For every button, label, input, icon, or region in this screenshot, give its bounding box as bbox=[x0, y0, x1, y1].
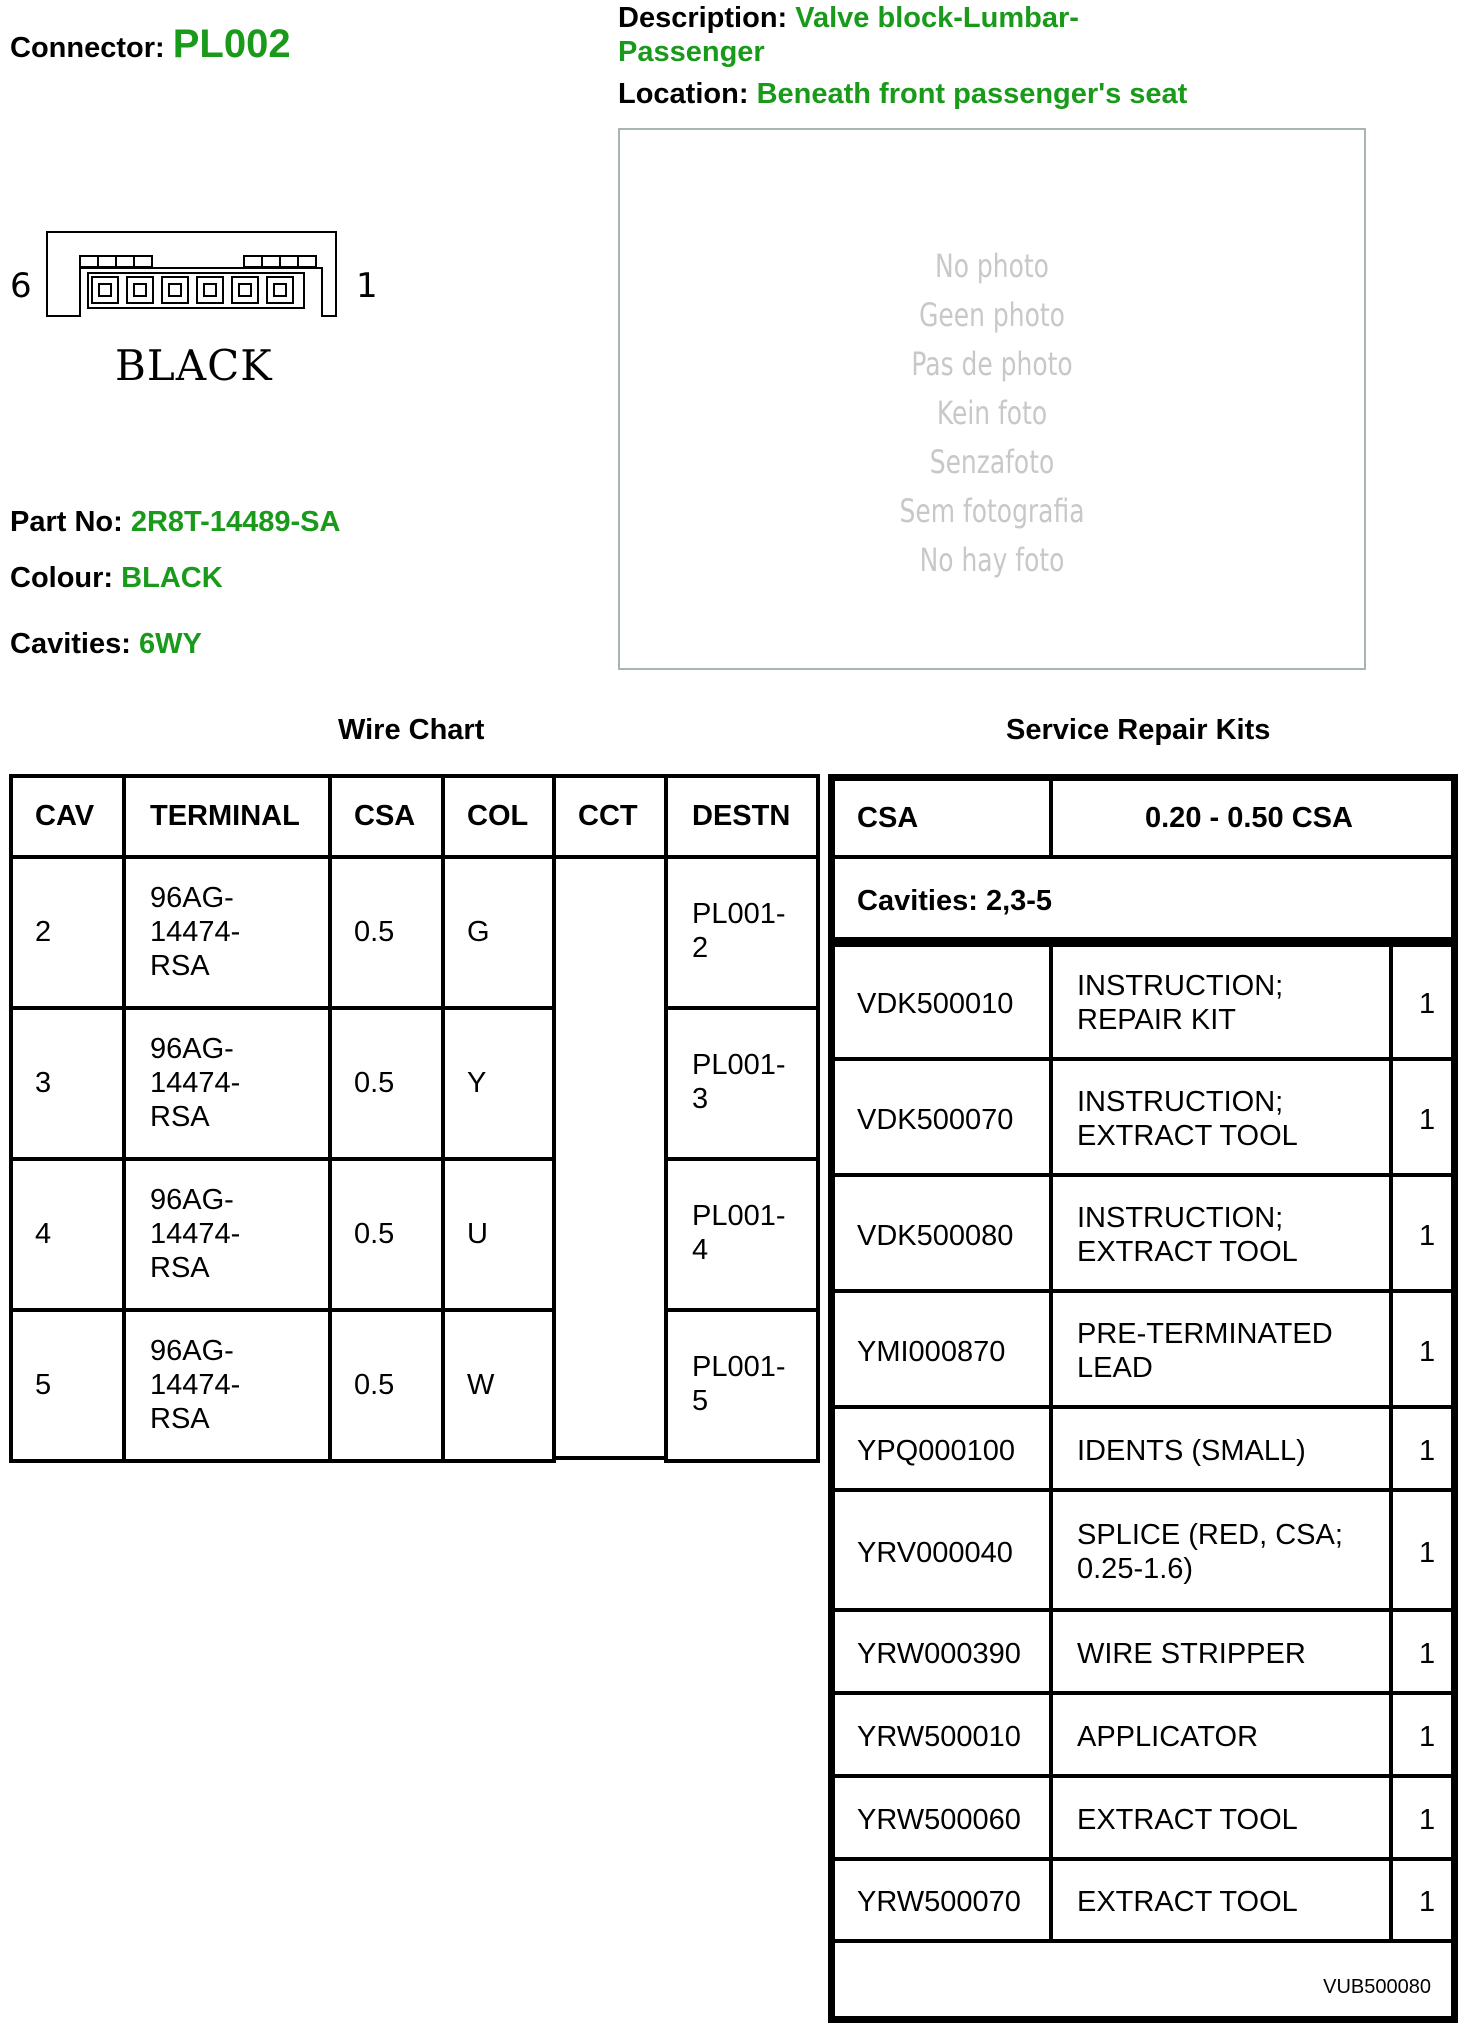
kit-code: VDK500010 bbox=[857, 988, 1014, 1020]
wire-chart-title: Wire Chart bbox=[338, 714, 485, 746]
drawing-colour-text: BLACK bbox=[115, 341, 273, 390]
kit-footer-cell bbox=[831, 1939, 1455, 2020]
kit-qty: 1 bbox=[1419, 1804, 1436, 1836]
terminal-value: 96AG- 14474- RSA bbox=[150, 1184, 241, 1284]
header-cav-cell bbox=[9, 774, 126, 859]
cav-value: 5 bbox=[35, 1369, 52, 1401]
header-cct-cell bbox=[552, 774, 668, 859]
kit-qty-cell bbox=[1389, 1774, 1455, 1861]
destn-value: PL001- 4 bbox=[692, 1200, 786, 1266]
cav-value: 3 bbox=[35, 1067, 52, 1099]
table-row-col bbox=[441, 855, 556, 1010]
description-row bbox=[618, 2, 1079, 35]
kit-qty-cell bbox=[1389, 1608, 1455, 1695]
kit-desc: EXTRACT TOOL bbox=[1077, 1886, 1298, 1918]
kit-code-cell bbox=[831, 1057, 1053, 1177]
table-row-terminal bbox=[122, 855, 332, 1010]
kit-desc-cell bbox=[1049, 1488, 1393, 1612]
kit-csa-value-cell bbox=[1049, 777, 1455, 859]
kit-desc: INSTRUCTION; EXTRACT TOOL bbox=[1077, 1086, 1298, 1152]
header-terminal: TERMINAL bbox=[150, 800, 300, 832]
kit-code-cell bbox=[831, 1691, 1053, 1778]
kit-qty: 1 bbox=[1419, 1220, 1436, 1252]
kit-code-cell bbox=[831, 1608, 1053, 1695]
kit-qty-cell bbox=[1389, 1289, 1455, 1409]
table-row-cav bbox=[9, 1157, 126, 1312]
kit-qty: 1 bbox=[1419, 1104, 1436, 1136]
location-label: Location: bbox=[618, 78, 749, 110]
kit-cavities-cell bbox=[831, 855, 1455, 941]
no-photo-line: No photo bbox=[935, 247, 1049, 285]
table-row-col bbox=[441, 1308, 556, 1463]
cavities-value: 6WY bbox=[138, 628, 202, 660]
kit-desc: SPLICE (RED, CSA; 0.25-1.6) bbox=[1077, 1519, 1343, 1585]
header-cct: CCT bbox=[578, 800, 638, 832]
kit-csa-label-cell bbox=[831, 777, 1053, 859]
no-photo-line: Geen photo bbox=[919, 296, 1065, 334]
table-row-col bbox=[441, 1006, 556, 1161]
description-value-line2: Passenger bbox=[618, 36, 765, 68]
kit-code: YRW500060 bbox=[857, 1804, 1021, 1836]
part-no-row bbox=[10, 506, 340, 539]
destn-value: PL001- 3 bbox=[692, 1049, 786, 1115]
kit-cavities: Cavities: 2,3-5 bbox=[857, 885, 1053, 917]
col-value: G bbox=[467, 916, 490, 948]
table-row-terminal bbox=[122, 1157, 332, 1312]
kit-code: VDK500080 bbox=[857, 1220, 1014, 1252]
kit-code-cell bbox=[831, 1405, 1053, 1492]
csa-value: 0.5 bbox=[354, 1369, 395, 1401]
cav-value: 2 bbox=[35, 916, 52, 948]
terminal-value: 96AG- 14474- RSA bbox=[150, 1335, 241, 1435]
destn-value: PL001- 5 bbox=[692, 1351, 786, 1417]
kit-code: YPQ000100 bbox=[857, 1435, 1016, 1467]
header-terminal-cell bbox=[122, 774, 332, 859]
kit-qty-cell bbox=[1389, 1488, 1455, 1612]
kit-qty-cell bbox=[1389, 943, 1455, 1061]
part-no-label: Part No: bbox=[10, 506, 123, 538]
no-photo-line: Senzafoto bbox=[929, 443, 1055, 481]
kit-qty-cell bbox=[1389, 1173, 1455, 1293]
table-row-csa bbox=[328, 1308, 445, 1463]
description-label: Description: bbox=[618, 2, 788, 34]
connector-drawing bbox=[0, 220, 400, 400]
table-row-csa bbox=[328, 1006, 445, 1161]
photo-box bbox=[618, 128, 1366, 670]
kit-qty: 1 bbox=[1419, 1336, 1436, 1368]
kit-qty: 1 bbox=[1419, 988, 1436, 1020]
table-row-destn bbox=[664, 1308, 820, 1463]
header-csa: CSA bbox=[354, 800, 416, 832]
kit-qty-cell bbox=[1389, 1405, 1455, 1492]
kit-desc-cell bbox=[1049, 1691, 1393, 1778]
kit-desc-cell bbox=[1049, 1289, 1393, 1409]
table-row-destn bbox=[664, 855, 820, 1010]
col-value: U bbox=[467, 1218, 488, 1250]
kit-desc: IDENTS (SMALL) bbox=[1077, 1435, 1306, 1467]
kit-desc-cell bbox=[1049, 1173, 1393, 1293]
header-col: COL bbox=[467, 800, 529, 832]
terminal-value: 96AG- 14474- RSA bbox=[150, 1033, 241, 1133]
kit-desc: PRE-TERMINATED LEAD bbox=[1077, 1318, 1333, 1384]
kit-code-cell bbox=[831, 1857, 1053, 1943]
table-row-csa bbox=[328, 855, 445, 1010]
kit-csa-value: 0.20 - 0.50 CSA bbox=[1145, 802, 1353, 834]
connector-value: PL002 bbox=[172, 22, 291, 66]
connector-row bbox=[10, 22, 291, 67]
cct-column bbox=[552, 855, 668, 1460]
cav-value: 4 bbox=[35, 1218, 52, 1250]
kit-desc-cell bbox=[1049, 1057, 1393, 1177]
header-destn: DESTN bbox=[692, 800, 791, 832]
header-csa-cell bbox=[328, 774, 445, 859]
pin-label-left: 6 bbox=[10, 266, 32, 306]
header-col-cell bbox=[441, 774, 556, 859]
kit-code-cell bbox=[831, 943, 1053, 1061]
location-value: Beneath front passenger's seat bbox=[756, 78, 1188, 110]
kit-code-cell bbox=[831, 1774, 1053, 1861]
kit-csa-label: CSA bbox=[857, 802, 919, 834]
pin-label-right: 1 bbox=[356, 266, 378, 306]
header-destn-cell bbox=[664, 774, 820, 859]
no-photo-line: Sem fotografia bbox=[899, 492, 1085, 530]
connector-label: Connector: bbox=[10, 32, 165, 64]
table-row-destn bbox=[664, 1157, 820, 1312]
table-row-col bbox=[441, 1157, 556, 1312]
table-row-cav bbox=[9, 1308, 126, 1463]
part-no-value: 2R8T-14489-SA bbox=[130, 506, 341, 538]
csa-value: 0.5 bbox=[354, 916, 395, 948]
table-row-destn bbox=[664, 1006, 820, 1161]
kit-desc-cell bbox=[1049, 1857, 1393, 1943]
table-row-terminal bbox=[122, 1006, 332, 1161]
cavities-row bbox=[10, 628, 202, 661]
csa-value: 0.5 bbox=[354, 1067, 395, 1099]
kit-desc-cell bbox=[1049, 943, 1393, 1061]
kit-qty-cell bbox=[1389, 1057, 1455, 1177]
repair-kits-title: Service Repair Kits bbox=[1006, 714, 1271, 746]
kit-desc-cell bbox=[1049, 1608, 1393, 1695]
kit-code: YRW000390 bbox=[857, 1638, 1021, 1670]
kit-desc: WIRE STRIPPER bbox=[1077, 1638, 1306, 1670]
cavities-label: Cavities: bbox=[10, 628, 131, 660]
colour-value: BLACK bbox=[121, 562, 223, 594]
table-row-cav bbox=[9, 1006, 126, 1161]
kit-desc-cell bbox=[1049, 1405, 1393, 1492]
kit-desc: INSTRUCTION; EXTRACT TOOL bbox=[1077, 1202, 1298, 1268]
kit-code-cell bbox=[831, 1289, 1053, 1409]
kit-qty: 1 bbox=[1419, 1638, 1436, 1670]
kit-code-cell bbox=[831, 1488, 1053, 1612]
header-cav: CAV bbox=[35, 800, 95, 832]
location-row bbox=[618, 78, 1187, 111]
terminal-value: 96AG- 14474- RSA bbox=[150, 882, 241, 982]
description-value-line1: Valve block-Lumbar- bbox=[795, 2, 1079, 34]
colour-label: Colour: bbox=[10, 562, 114, 594]
kit-qty-cell bbox=[1389, 1857, 1455, 1943]
kit-code: YMI000870 bbox=[857, 1336, 1006, 1368]
kit-qty: 1 bbox=[1419, 1435, 1436, 1467]
no-photo-text bbox=[702, 242, 1282, 585]
table-row-terminal bbox=[122, 1308, 332, 1463]
kit-code: YRV000040 bbox=[857, 1537, 1013, 1569]
table-row-csa bbox=[328, 1157, 445, 1312]
kit-qty: 1 bbox=[1419, 1537, 1436, 1569]
destn-value: PL001- 2 bbox=[692, 898, 786, 964]
kit-desc: APPLICATOR bbox=[1077, 1721, 1259, 1753]
csa-value: 0.5 bbox=[354, 1218, 395, 1250]
cavities bbox=[92, 277, 293, 303]
kit-code: VDK500070 bbox=[857, 1104, 1014, 1136]
kit-desc: EXTRACT TOOL bbox=[1077, 1804, 1298, 1836]
kit-footer-code: VUB500080 bbox=[1323, 1976, 1431, 1998]
kit-code-cell bbox=[831, 1173, 1053, 1293]
no-photo-line: Kein foto bbox=[936, 394, 1048, 432]
table-row-cav bbox=[9, 855, 126, 1010]
kit-desc-cell bbox=[1049, 1774, 1393, 1861]
no-photo-line: No hay foto bbox=[919, 541, 1065, 579]
kit-qty: 1 bbox=[1419, 1886, 1436, 1918]
kit-qty-cell bbox=[1389, 1691, 1455, 1778]
kit-qty: 1 bbox=[1419, 1721, 1436, 1753]
colour-row bbox=[10, 562, 223, 595]
kit-code: YRW500010 bbox=[857, 1721, 1021, 1753]
kit-code: YRW500070 bbox=[857, 1886, 1021, 1918]
col-value: Y bbox=[467, 1067, 487, 1099]
no-photo-line: Pas de photo bbox=[911, 345, 1073, 383]
kit-desc: INSTRUCTION; REPAIR KIT bbox=[1077, 970, 1284, 1036]
col-value: W bbox=[467, 1369, 495, 1401]
